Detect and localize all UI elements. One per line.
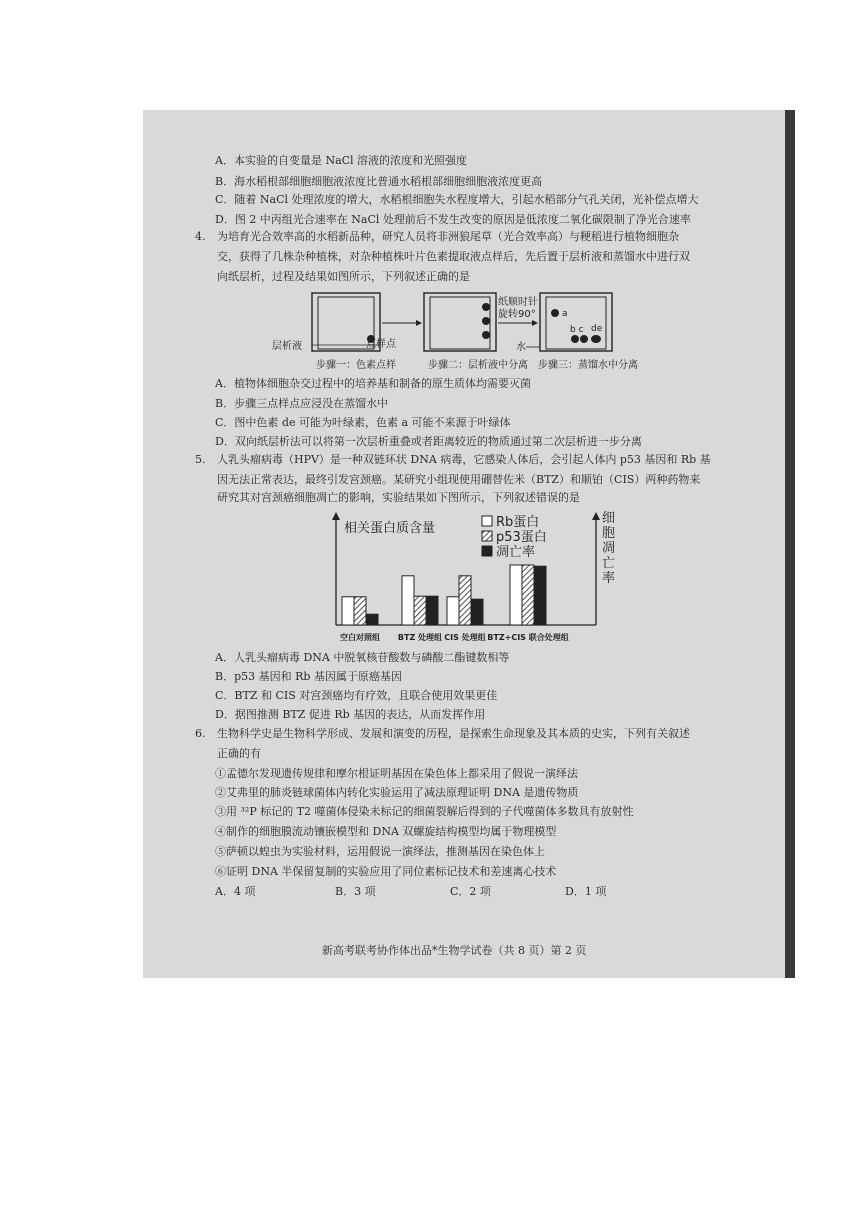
bar-apoptosis-1 (426, 596, 438, 625)
solvent-label: 层析液 (272, 341, 302, 352)
q5-option-d: D．据图推测 BTZ 促进 Rb 基因的表达，从而发挥作用 (215, 708, 486, 721)
step1-label: 步骤一：色素点样 (316, 360, 396, 371)
q6-option-a: A．4 项 (215, 885, 256, 898)
q3-option-d: D．图 2 中丙组光合速率在 NaCl 处理前后不发生改变的原因是低浓度二氧化碳限制了净光合速率 (215, 213, 691, 226)
bar-apoptosis-0 (366, 614, 378, 625)
q5-option-a: A．人乳头瘤病毒 DNA 中脱氧核苷酸数与磷酸二酯键数相等 (215, 651, 510, 664)
page-footer: 新高考联考协作体出品*生物学试卷（共 8 页）第 2 页 (322, 944, 587, 957)
q4-stem-line-2: 交，获得了几株杂种植株，对杂种植株叶片色素提取液点样后，先后置于层析液和蒸馏水中进行双 (217, 250, 690, 263)
q4-stem-line-3: 向纸层析，过程及结果如图所示，下列叙述正确的是 (217, 270, 470, 283)
q6-item-1: ①孟德尔发现遗传规律和摩尔根证明基因在染色体上都采用了假说一演绎法 (215, 767, 578, 780)
spot-a-label: a (562, 309, 568, 319)
q3-option-a: A．本实验的自变量是 NaCl 溶液的浓度和光照强度 (215, 154, 468, 167)
q5-option-b: B．p53 基因和 Rb 基因属于原癌基因 (215, 670, 402, 683)
q6-item-4: ④制作的细胞膜流动镶嵌模型和 DNA 双螺旋结构模型均属于物理模型 (215, 825, 557, 838)
bar-apoptosis-2 (471, 599, 483, 625)
q4-stem-line-1: 为培育光合效率高的水稻新品种，研究人员将非洲狼尾草（光合效率高）与粳稻进行植物细胞杂 (217, 230, 679, 243)
q6-item-3: ③用 ³²P 标记的 T2 噬菌体侵染未标记的细菌裂解后得到的子代噬菌体多数具有放射性 (215, 805, 634, 818)
q6-stem-line-1: 生物科学史是生物科学形成、发展和演变的历程，是探索生命现象及其本质的史实，下列有关叙述 (217, 727, 690, 740)
x-tick-label-3: BTZ+CIS 联合处理组 (487, 633, 569, 642)
legend-swatch-p53 (482, 531, 492, 541)
q3-option-c: C．随着 NaCl 处理浓度的增大，水稻根细胞失水程度增大，引起水稻部分气孔关闭，光补偿点增大 (215, 193, 699, 206)
q4-option-a: A．植物体细胞杂交过程中的培养基和制备的原生质体均需要灭菌 (215, 377, 531, 390)
q6-option-c: C．2 项 (450, 885, 491, 898)
step2-label: 步骤二：层析液中分离 (428, 360, 528, 371)
x-tick-label-2: CIS 处理组 (444, 633, 486, 642)
water-label: 水 (516, 342, 526, 353)
rotate-label-1: 纸顺时针 (498, 297, 538, 308)
q3-option-b: B．海水稻根部细胞细胞液浓度比普通水稻根部细胞细胞液浓度更高 (215, 175, 543, 188)
x-tick-label-1: BTZ 处理组 (397, 633, 443, 642)
q4-number: 4. (195, 230, 206, 243)
bar-rb-1 (402, 576, 414, 625)
q4-option-b: B．步骤三点样点应浸没在蒸馏水中 (215, 397, 389, 410)
bar-apoptosis-3 (534, 566, 546, 625)
q4-option-d: D．双向纸层析法可以将第一次层析重叠或者距离较近的物质通过第二次层析进一步分离 (215, 435, 642, 448)
q5-option-c: C．BTZ 和 CIS 对宫颈癌均有疗效，且联合使用效果更佳 (215, 689, 498, 702)
page-edge-shadow (785, 110, 795, 978)
bar-rb-0 (342, 597, 354, 625)
q6-item-5: ⑤萨顿以蝗虫为实验材料，运用假说一演绎法，推测基因在染色体上 (215, 845, 545, 858)
q4-option-c: C．图中色素 de 可能为叶绿素，色素 a 可能不来源于叶绿体 (215, 416, 511, 429)
q6-option-b: B．3 项 (335, 885, 376, 898)
bar-p53-2 (459, 576, 471, 625)
y-axis-label: 相关蛋白质含量 (344, 521, 436, 536)
q5-stem-line-3: 研究其对宫颈癌细胞凋亡的影响，实验结果如下图所示，下列叙述错误的是 (217, 491, 580, 504)
spot-de-label: de (591, 324, 603, 334)
q6-number: 6. (195, 727, 206, 740)
q5-bar-chart (318, 510, 618, 645)
q6-stem-line-2: 正确的有 (217, 747, 261, 760)
q6-option-d: D．1 项 (565, 885, 607, 898)
legend-swatch-apoptosis (482, 546, 492, 556)
q6-item-6: ⑥证明 DNA 半保留复制的实验应用了同位素标记技术和差速离心技术 (215, 865, 557, 878)
q5-number: 5. (195, 453, 206, 466)
bar-p53-0 (354, 597, 366, 625)
point-label: 点样点 (366, 339, 396, 350)
legend-label-p53: p53蛋白 (496, 530, 547, 545)
rotate-label-2: 旋转90° (498, 309, 536, 320)
q5-stem-line-1: 人乳头瘤病毒（HPV）是一种双链环状 DNA 病毒，它感染人体后，会引起人体内 p53 基因和 Rb 基 (217, 453, 711, 466)
bar-p53-1 (414, 596, 426, 625)
bar-rb-3 (510, 565, 522, 625)
step3-label: 步骤三：蒸馏水中分离 (538, 360, 638, 371)
legend-label-rb: Rb蛋白 (496, 515, 540, 530)
bar-rb-2 (447, 597, 459, 625)
q6-item-2: ②艾弗里的肺炎链球菌体内转化实验运用了减法原理证明 DNA 是遗传物质 (215, 786, 579, 799)
y2-axis-label: 细胞凋亡率 (602, 511, 616, 586)
q4-chromatography-figure (270, 285, 638, 375)
legend-label-apoptosis: 凋亡率 (496, 545, 536, 560)
x-tick-label-0: 空白对照组 (340, 633, 380, 642)
q5-stem-line-2: 因无法正常表达，最终引发宫颈癌。某研究小组现使用硼替佐米（BTZ）和顺铂（CIS）两种药物来 (217, 473, 701, 486)
legend-swatch-rb (482, 516, 492, 526)
spot-bc-label: b c (570, 325, 584, 335)
bar-p53-3 (522, 565, 534, 625)
